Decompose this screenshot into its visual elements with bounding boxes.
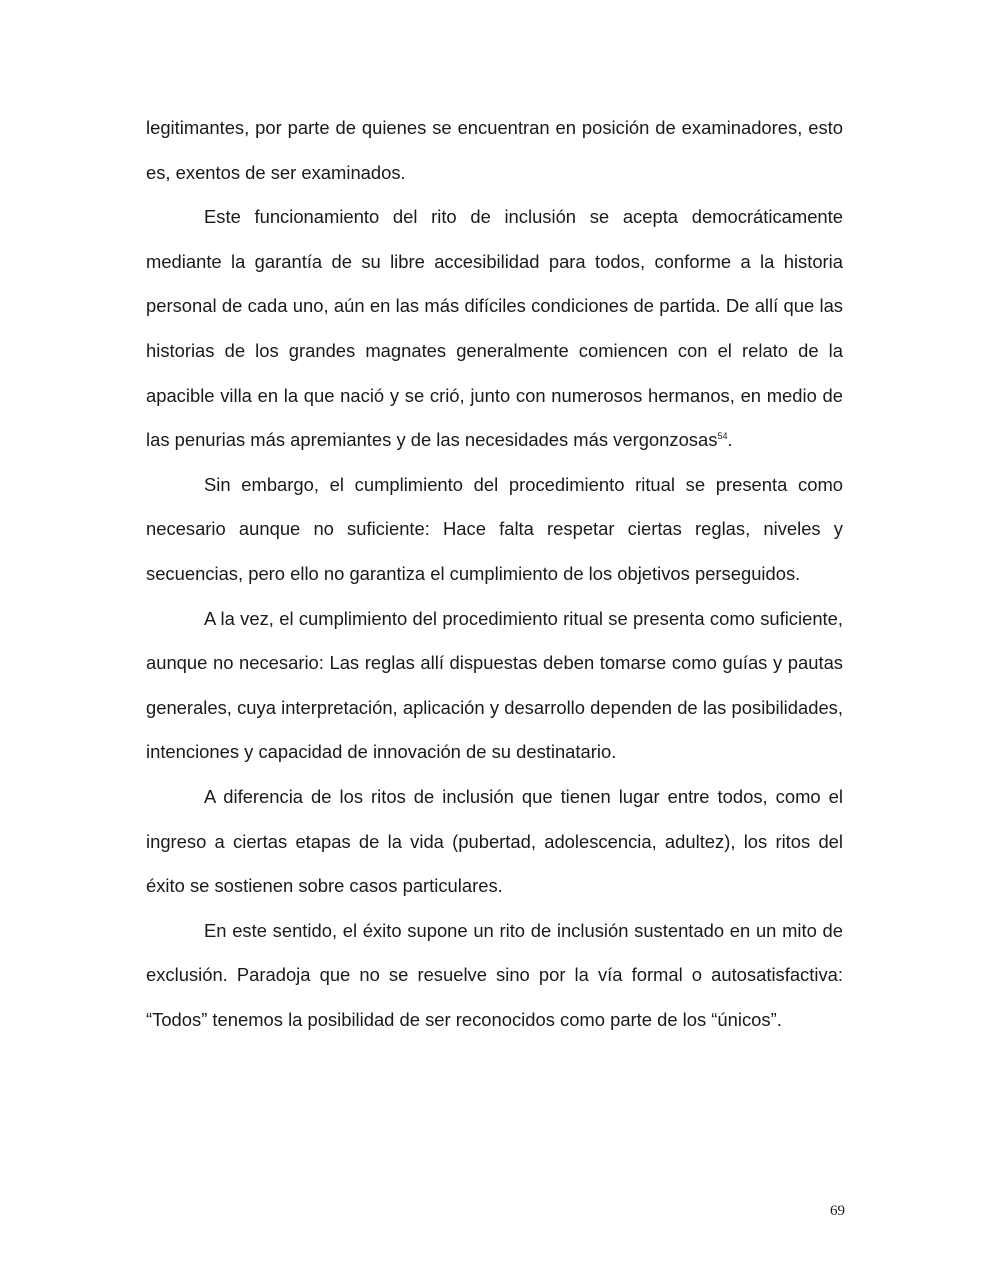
paragraph-2-end: . <box>727 429 733 451</box>
paragraph-6-text: En este sentido, el éxito supone un rito de inclusión sustentado en un mito de exclusión. Paradoja que no se resuelve sino por la vía formal o autosatisfactiva: “Todos” tenemos la posibilidad de ser reconocidos como parte de los “únicos”. <box>146 919 843 1030</box>
body-text <box>146 106 843 1042</box>
paragraph-1 <box>146 106 843 195</box>
paragraph-4-text: A la vez, el cumplimiento del procedimiento ritual se presenta como suficiente, aunque no necesario: Las reglas allí dispuestas deben tomarse como guías y pautas generales, cuya interpretación, aplicación y desarrollo dependen de las posibilidades, intenciones y capacidad de innovación de su destinatario. <box>146 607 843 763</box>
paragraph-1-text: legitimantes, por parte de quienes se encuentran en posición de examinadores, esto es, exentos de ser examinados. <box>146 117 843 183</box>
page-number: 69 <box>830 1203 845 1219</box>
paragraph-2-text: Este funcionamiento del rito de inclusión se acepta democráticamente mediante la garantía de su libre accesibilidad para todos, conforme a la historia personal de cada uno, aún en las más difíciles condiciones de partida. De allí que las historias de los grandes magnates generalmente comiencen con el relato de la apacible villa en la que nació y se crió, junto con numerosos hermanos, en medio de las penurias más apremiantes y de las necesidades más vergonzosas <box>146 206 843 451</box>
paragraph-6 <box>146 909 843 1043</box>
paragraph-5-text: A diferencia de los ritos de inclusión que tienen lugar entre todos, como el ingreso a ciertas etapas de la vida (pubertad, adolescencia, adultez), los ritos del éxito se sostienen sobre casos particulares. <box>146 785 843 897</box>
footnote-reference[interactable]: 54 <box>717 431 728 442</box>
paragraph-3-text: Sin embargo, el cumplimiento del procedimiento ritual se presenta como necesario aunque no suficiente: Hace falta respetar ciertas reglas, niveles y secuencias, pero ello no garantiza el cumplimiento de los objetivos perseguidos. <box>146 473 843 584</box>
paragraph-5 <box>146 775 843 909</box>
paragraph-2 <box>146 195 843 463</box>
paragraph-3 <box>146 463 843 597</box>
paragraph-4 <box>146 597 843 775</box>
